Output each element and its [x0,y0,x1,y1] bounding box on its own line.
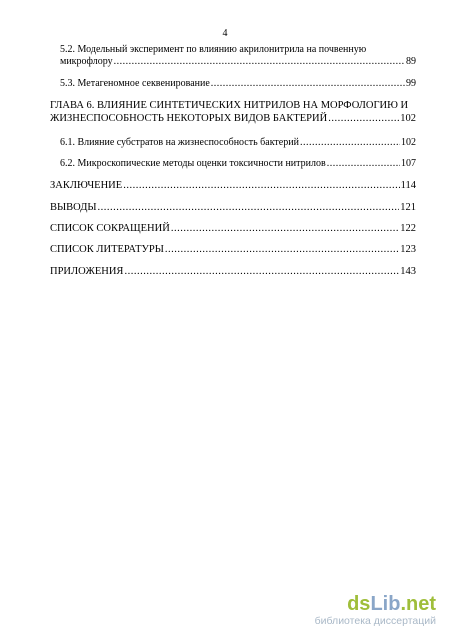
toc-entry-title: ЖИЗНЕСПОСОБНОСТЬ НЕКОТОРЫХ ВИДОВ БАКТЕРИЙ [50,113,328,124]
toc-entry-6-2[interactable] [50,158,416,170]
logo-net: .net [400,593,436,615]
toc-entry-conclusion[interactable] [50,179,416,192]
toc-leader-dots [98,201,400,214]
logo-lib: Lib [370,593,401,615]
toc-entry-title: ЗАКЛЮЧЕНИЕ [50,180,123,191]
toc-entry-title: ПРИЛОЖЕНИЯ [50,266,124,277]
toc-page-number: 102 [400,113,416,124]
toc-entry-5-2[interactable] [50,44,416,68]
toc-leader-dots [171,222,399,235]
toc-entry-abbreviations[interactable] [50,222,416,235]
toc-entry-title: СПИСОК СОКРАЩЕНИЙ [50,223,170,234]
toc-page-number: 123 [400,244,416,255]
toc-leader-dots [165,243,399,256]
logo-ds: ds [347,593,371,615]
toc-entry-title-line1: ГЛАВА 6. ВЛИЯНИЕ СИНТЕТИЧЕСКИХ НИТРИЛОВ НА МОРФОЛОГИЮ И [50,100,409,111]
toc-leader-dots [328,112,399,125]
toc-page-number: 89 [406,56,416,67]
toc-leader-dots [114,56,405,68]
toc-entry-chapter-6[interactable] [50,99,416,125]
toc-entry-findings[interactable] [50,201,416,214]
toc-page-number: 143 [400,266,416,277]
toc-leader-dots [211,78,405,90]
toc-entry-title: 6.2. Микроскопические методы оценки токсичности нитрилов [60,158,326,169]
dslib-watermark [306,593,436,627]
toc-page-number: 122 [400,223,416,234]
page-number: 4 [222,28,228,39]
toc-entry-title: ВЫВОДЫ [50,202,97,213]
toc-page-number: 114 [400,180,416,191]
toc-entry-appendices[interactable] [50,265,416,278]
dslib-logo [306,593,436,615]
toc-leader-dots [123,179,399,192]
toc-entry-title: микрофлору [60,56,113,67]
toc-leader-dots [124,265,399,278]
toc-leader-dots [300,137,400,149]
toc-entry-5-3[interactable] [50,78,416,90]
toc-entry-6-1[interactable] [50,137,416,149]
toc-leader-dots [327,158,400,170]
toc-entry-title: 5.3. Метагеномное секвенирование [60,78,210,89]
toc-entry-title: СПИСОК ЛИТЕРАТУРЫ [50,244,164,255]
toc-page-number: 107 [401,158,416,169]
toc-page-number: 102 [401,137,416,148]
toc-entry-title-line1: 5.2. Модельный эксперимент по влиянию акрилонитрила на почвенную [60,44,367,55]
toc-entry-title: 6.1. Влияние субстратов на жизнеспособность бактерий [60,137,299,148]
toc-page-number: 99 [406,78,416,89]
toc-entry-references[interactable] [50,243,416,256]
toc-page-number: 121 [400,202,416,213]
watermark-subtitle: библиотека диссертаций [314,615,436,627]
